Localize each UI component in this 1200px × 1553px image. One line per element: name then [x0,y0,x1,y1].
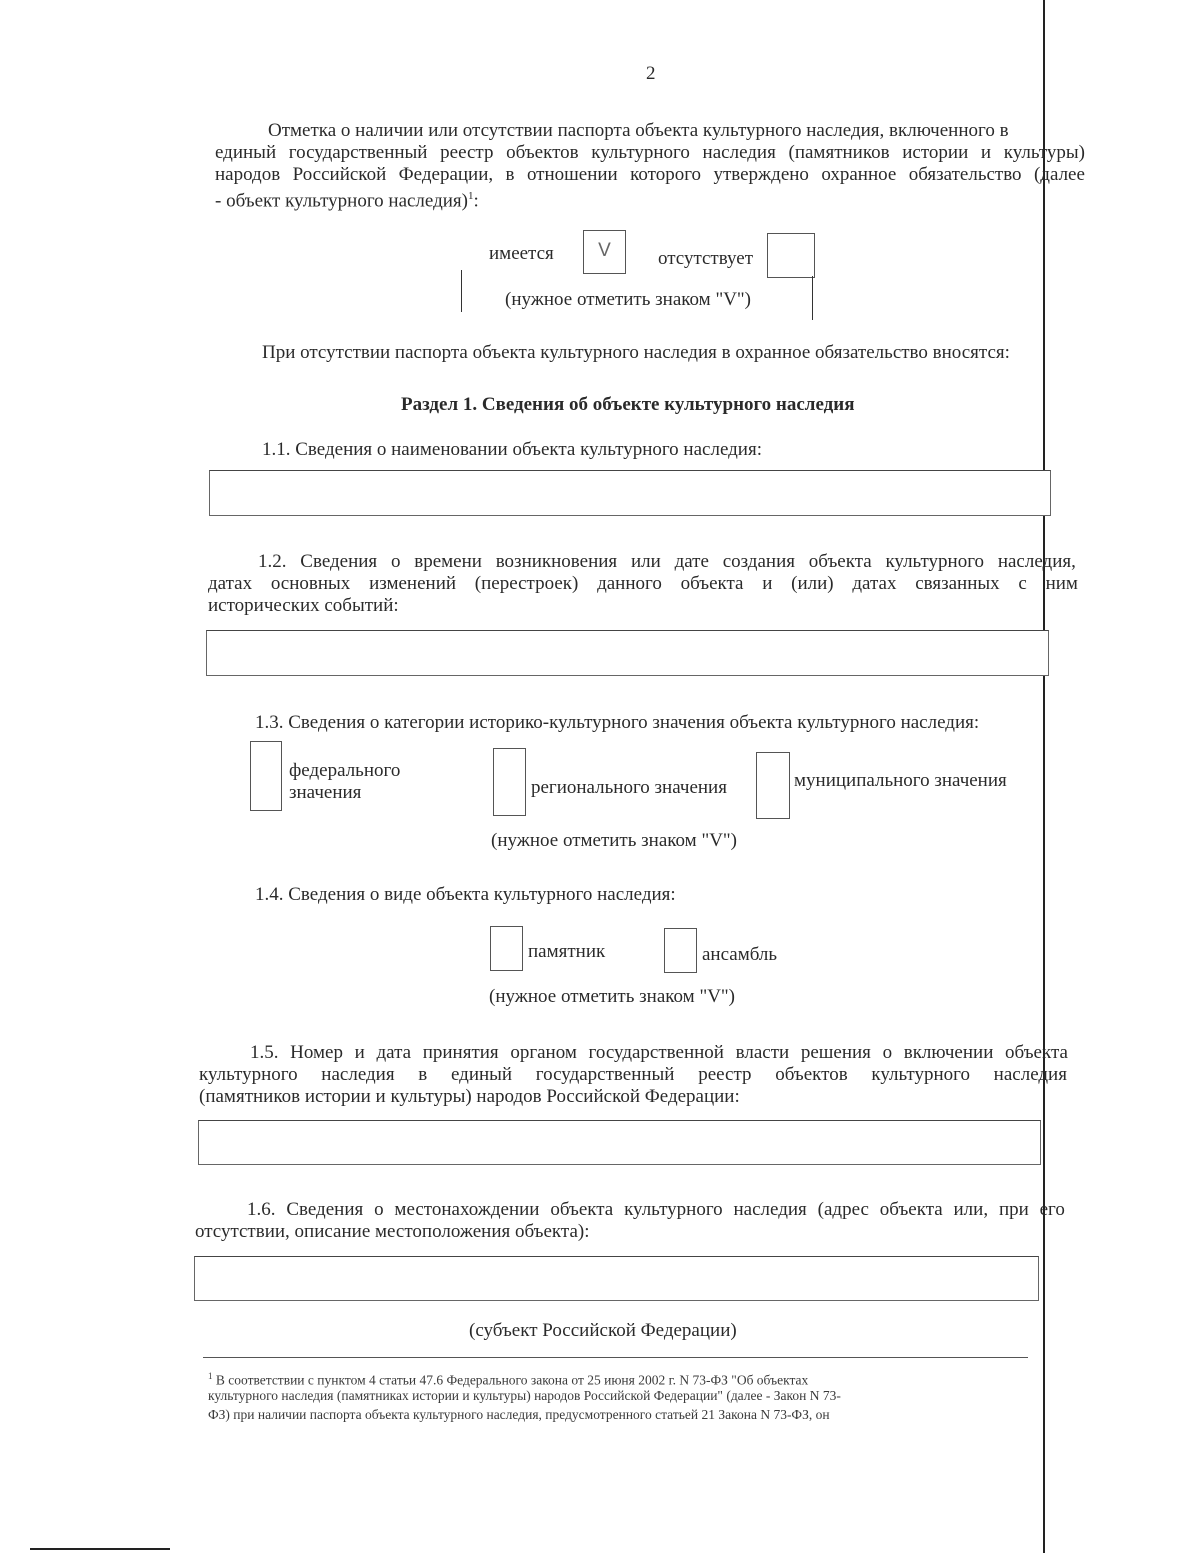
category-regional-label: регионального значения [531,777,727,798]
item-1-5-line-1: 1.5. Номер и дата принятия органом государственной власти решения о включении объекта [250,1042,1068,1063]
footnote-ref: 1 [468,190,474,202]
passport-absent-label: отсутствует [658,248,754,269]
category-federal-label-2: значения [289,782,362,803]
passport-hint: (нужное отметить знаком "V") [505,289,751,310]
type-ensemble-label: ансамбль [702,944,778,965]
category-municipal-checkbox[interactable] [756,752,790,819]
item-1-5-line-3: (памятников истории и культуры) народов Российской Федерации: [199,1086,740,1107]
item-1-2-field[interactable] [206,630,1049,676]
passport-present-label: имеется [489,243,554,264]
type-monument-label: памятник [528,941,606,962]
item-1-2-line-3: исторических событий: [208,595,399,616]
item-1-6-line-2: отсутствии, описание местоположения объекта): [195,1221,590,1242]
item-1-5-line-2: культурного наследия в единый государственный реестр объектов культурного наследия [199,1064,1067,1085]
intro-line-1: Отметка о наличии или отсутствии паспорта объекта культурного наследия, включенного в [268,120,1009,141]
item-1-5-field[interactable] [198,1120,1041,1165]
passport-frame-left [461,270,462,312]
category-federal-checkbox[interactable] [250,741,282,811]
category-regional-checkbox[interactable] [493,748,526,816]
footnote-line-2: культурного наследия (памятниках истории и культуры) народов Российской Федерации" (далее - Закон N 73- [208,1388,841,1403]
absence-note: При отсутствии паспорта объекта культурного наследия в охранное обязательство вносятся: [262,342,1010,363]
item-1-1-label: 1.1. Сведения о наименовании объекта культурного наследия: [262,439,762,460]
item-1-3-label: 1.3. Сведения о категории историко-культурного значения объекта культурного наследия: [255,712,980,733]
item-1-3-hint: (нужное отметить знаком "V") [491,830,737,851]
intro-line-3: народов Российской Федерации, в отношении которого утверждено охранное обязательство (далее [215,164,1085,185]
footnote-line-1-text: В соответствии с пунктом 4 статьи 47.6 Федерального закона от 25 июня 2002 г. N 73-ФЗ "Об объектах [215,1372,809,1388]
scan-edge-mark [30,1548,170,1550]
category-federal-label-1: федерального [289,760,401,781]
item-1-6-caption: (субъект Российской Федерации) [469,1320,737,1341]
passport-frame-right [812,276,813,320]
intro-tail: : [473,190,479,212]
passport-absent-checkbox[interactable] [767,233,815,278]
footnote-line-1 [208,1368,808,1389]
scan-edge-line [1043,0,1045,1553]
footnote-mark: 1 [208,1371,213,1381]
intro-line-4-text: - объект культурного наследия) [215,190,469,212]
item-1-2-line-2: датах основных изменений (перестроек) данного объекта и (или) датах связанных с ним [208,573,1078,594]
item-1-2-line-1: 1.2. Сведения о времени возникновения или дате создания объекта культурного наследия, [258,551,1076,572]
item-1-6-line-1: 1.6. Сведения о местонахождении объекта культурного наследия (адрес объекта или, при его [247,1199,1065,1220]
intro-line-2: единый государственный реестр объектов культурного наследия (памятников истории и культуры) [215,142,1085,163]
item-1-6-field[interactable] [194,1256,1039,1301]
type-ensemble-checkbox[interactable] [664,928,697,973]
category-municipal-label: муниципального значения [794,770,1007,791]
type-monument-checkbox[interactable] [490,926,523,971]
section-title: Раздел 1. Сведения об объекте культурного наследия [401,394,855,415]
passport-present-checkbox[interactable] [583,230,626,274]
passport-present-mark: V [598,240,611,261]
page-number: 2 [646,63,656,84]
item-1-4-label: 1.4. Сведения о виде объекта культурного наследия: [255,884,676,905]
intro-line-4 [215,186,479,211]
item-1-4-hint: (нужное отметить знаком "V") [489,986,735,1007]
footnote-separator [203,1357,1028,1358]
item-1-1-field[interactable] [209,470,1051,516]
footnote-line-3: ФЗ) при наличии паспорта объекта культурного наследия, предусмотренного статьей 21 Закона N 73-ФЗ, он [208,1407,830,1422]
